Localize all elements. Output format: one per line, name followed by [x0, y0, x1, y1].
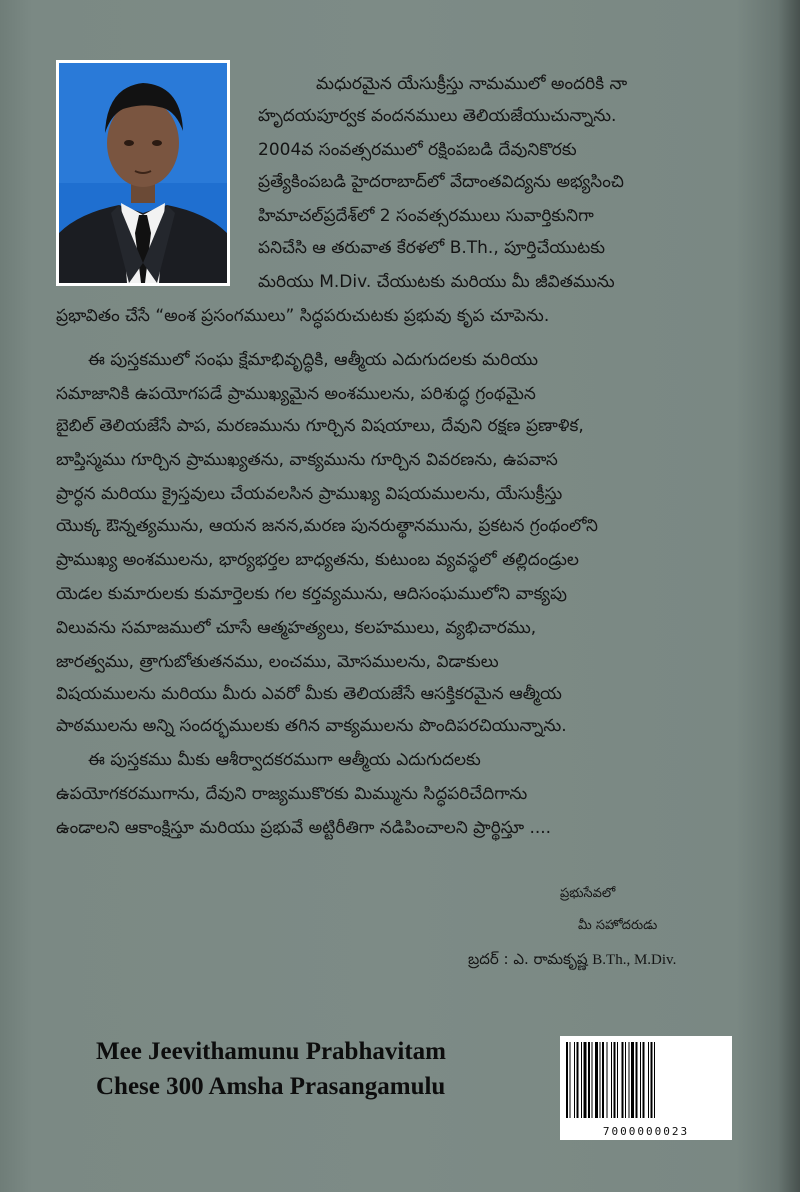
barcode-bar	[611, 1042, 612, 1118]
author-portrait-image	[59, 63, 227, 283]
text-line: పాఠములను అన్ని సందర్భములకు తగిన వాక్యములను పొందిపరచియున్నాను.	[56, 716, 567, 736]
text-line: ప్రత్యేకింపబడి హైదరాబాద్‌లో వేదాంతవిద్యను అభ్యసించి	[258, 172, 624, 192]
text-line: మధురమైన యేసుక్రీస్తు నామములో అందరికి నా	[316, 74, 628, 94]
barcode-bar	[614, 1042, 616, 1118]
text-line: విషయములను మరియు మీరు ఎవరో మీకు తెలియజేసే ఆసక్తికరమైన ఆత్మీయ	[56, 684, 562, 704]
barcode-bar	[636, 1042, 638, 1118]
signature-line: ప్రభుసేవలో	[560, 886, 616, 901]
barcode	[560, 1036, 732, 1140]
author-name-text: బ్రదర్ : ఎ. రామకృష్ణ	[468, 950, 588, 968]
barcode-bar	[595, 1042, 598, 1118]
barcode-bar	[577, 1042, 579, 1118]
text-line: విలువను సమాజములో చూసే ఆత్మహత్యలు, కలహములు, వ్యభిచారము,	[56, 618, 537, 638]
barcode-bar	[625, 1042, 626, 1118]
barcode-bar	[622, 1042, 624, 1118]
barcode-bar	[629, 1042, 630, 1118]
barcode-bar	[617, 1042, 618, 1118]
barcode-bar	[570, 1042, 571, 1118]
text-line: యొక్క ఔన్నత్యమును, ఆయన జనన,మరణ పునరుత్థానమును, ప్రకటన గ్రంథంలోని	[56, 516, 598, 536]
text-line: ఈ పుస్తకము మీకు ఆశీర్వాదకరముగా ఆత్మీయ ఎదుగుదలకు	[88, 750, 481, 770]
author-name	[468, 950, 676, 972]
text-line: సమాజానికి ఉపయోగపడే ప్రాముఖ్యమైన అంశములను, పరిశుద్ధ గ్రంథమైన	[56, 384, 536, 404]
text-line: ప్రాముఖ్య అంశములను, భార్యభర్తల బాధ్యతను, కుటుంబ వ్యవస్థలో తల్లిదండ్రుల	[56, 550, 579, 570]
barcode-bar	[566, 1042, 568, 1118]
author-photo	[56, 60, 230, 286]
signature-line: మీ సహోదరుడు	[578, 918, 658, 933]
barcode-bar	[607, 1042, 608, 1118]
barcode-number: 7000000023	[602, 1125, 690, 1138]
text-line: ప్రార్ధన మరియు క్రైస్తవులు చేయవలసిన ప్రాముఖ్య విషయములను, యేసుక్రీస్తు	[56, 484, 563, 504]
text-line: ప్రభావితం చేసే “అంశ ప్రసంగములు” సిద్ధపరుచుటకు ప్రభువు కృప చూపెను.	[56, 306, 550, 326]
barcode-bar	[640, 1042, 641, 1118]
text-line: 2004వ సంవత్సరములో రక్షింపబడి దేవునికొరకు	[258, 140, 577, 160]
barcode-bar	[631, 1042, 634, 1118]
book-title-line: Mee Jeevithamunu Prabhavitam	[96, 1038, 446, 1065]
barcode-bar	[651, 1042, 653, 1118]
author-degrees: B.Th., M.Div.	[592, 952, 677, 968]
text-line: హృదయపూర్వక వందనములు తెలియజేయుచున్నాను.	[258, 106, 617, 126]
text-line: మరియు M.Div. చేయుటకు మరియు మీ జీవితమును	[258, 272, 615, 292]
barcode-bar	[588, 1042, 590, 1118]
barcode-bar	[581, 1042, 582, 1118]
text-line: పనిచేసి ఆ తరువాత కేరళలో B.Th., పూర్తిచేయుటకు	[258, 238, 606, 258]
text-line: ఈ పుస్తకములో సంఘ క్షేమాభివృద్ధికి, ఆత్మీయ ఎదుగుదలకు మరియు	[88, 350, 538, 370]
barcode-bar	[654, 1042, 655, 1118]
text-line: ఉపయోగకరముగాను, దేవుని రాజ్యముకొరకు మిమ్మును సిద్ధపరిచేదిగాను	[56, 784, 528, 804]
barcode-bar	[592, 1042, 593, 1118]
barcode-bar	[574, 1042, 575, 1118]
text-line: జారత్వము, త్రాగుబోతుతనము, లంచము, మోసములను, విడాకులు	[56, 652, 499, 672]
barcode-bar	[600, 1042, 601, 1118]
text-line: యెడల కుమారులకు కుమార్తెలకు గల కర్తవ్యమును, ఆదిసంఘములోని వాక్యపు	[56, 584, 567, 604]
book-title-line: Chese 300 Amsha Prasangamulu	[96, 1073, 446, 1100]
text-line: హిమాచల్‌ప్రదేశ్‌లో 2 సంవత్సరములు సువార్తికునిగా	[258, 206, 594, 226]
barcode-bar	[584, 1042, 587, 1118]
barcode-bar	[643, 1042, 645, 1118]
barcode-bar	[648, 1042, 649, 1118]
barcode-bar	[602, 1042, 604, 1118]
barcode-bars	[560, 1036, 732, 1122]
text-line: బైబిల్ తెలియజేసే పాప, మరణమును గూర్చిన విషయాలు, దేవుని రక్షణ ప్రణాళిక,	[56, 416, 584, 436]
book-title	[96, 1034, 446, 1104]
text-line: ఉండాలని ఆకాంక్షిస్తూ మరియు ప్రభువే అట్టిరీతిగా నడిపించాలని ప్రార్థిస్తూ ....	[56, 818, 552, 838]
text-line: బాప్తిస్మము గూర్చిన ప్రాముఖ్యతను, వాక్యమును గూర్చిన వివరణను, ఉపవాస	[56, 450, 558, 470]
